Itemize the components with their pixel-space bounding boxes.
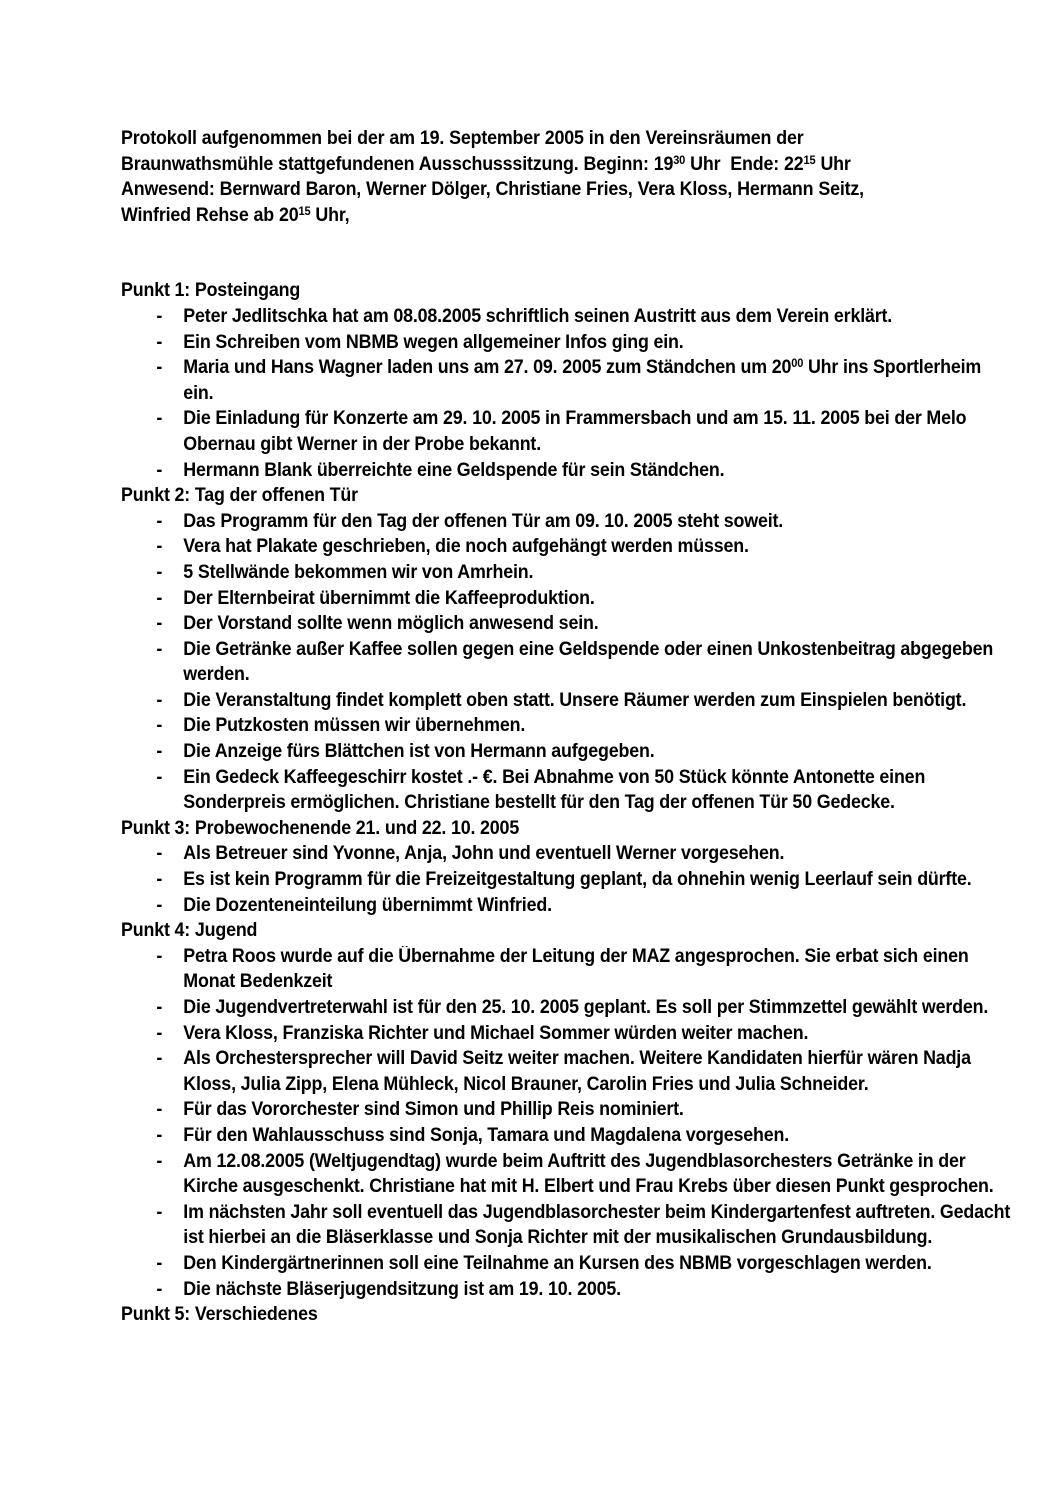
header-line-2-suffix: Uhr [815,153,851,175]
list-item [121,406,1016,457]
section-bullet-list [121,304,986,483]
list-item-text: Ein Schreiben vom NBMB wegen allgemeiner Infos ging ein. [183,331,684,353]
list-item [121,1277,1016,1303]
late-attendee-time-superscript: 15 [298,203,311,218]
list-item-text: Die Einladung für Konzerte am 29. 10. 2005 in Frammersbach und am 15. 11. 2005 bei der Melo Obernau gibt Werner in der Probe bekannt. [183,408,972,455]
bullet-dash-marker: - [156,1278,163,1300]
list-item [121,330,1016,356]
list-item [121,458,1016,484]
list-item-text: Die Putzkosten müssen wir übernehmen. [183,715,526,737]
late-attendee-prefix: Winfried Rehse ab 20 [121,204,299,226]
list-item-text: Hermann Blank überreichte eine Geldspende für sein Ständchen. [183,459,725,481]
list-item-text: Den Kindergärtnerinnen soll eine Teilnahme an Kursen des NBMB vorgeschlagen werden. [183,1252,932,1274]
list-item [121,1123,1016,1149]
list-item-text: 5 Stellwände bekommen wir von Amrhein. [183,561,534,583]
list-item-text: Die Getränke außer Kaffee sollen gegen eine Geldspende oder einen Unkostenbeitrag abgegeben werden. [183,638,998,686]
list-item-text: Für das Vororchester sind Simon und Phillip Reis nominiert. [183,1099,684,1121]
bullet-dash-marker: - [156,1124,163,1146]
list-item [121,1046,1016,1097]
list-item-text: Als Betreuer sind Yvonne, Anja, John und eventuell Werner vorgesehen. [183,843,785,865]
list-item-text: Für den Wahlausschuss sind Sonja, Tamara und Magdalena vorgesehen. [183,1124,790,1146]
list-item-text: Im nächsten Jahr soll eventuell das Jugendblasorchester beim Kindergartenfest auftreten. Gedacht ist hierbei an die Bläserklasse und Sonja Richter mit der musikalischen Grundausbildung. [183,1201,1015,1249]
list-item-text: Vera hat Plakate geschrieben, die noch aufgehängt werden müssen. [183,536,749,558]
list-item-text: Als Orchestersprecher will David Seitz weiter machen. Weitere Kandidaten hierfür wären Nadja Kloss, Julia Zipp, Elena Mühleck, Nicol Brauner, Carolin Fries und Julia Schneider. [183,1048,976,1095]
list-item [121,688,1016,714]
document-body [121,126,1015,1328]
bullet-dash-marker: - [156,638,163,660]
list-item-text: Das Programm für den Tag der offenen Tür am 09. 10. 2005 steht soweit. [183,510,784,532]
bullet-dash-marker: - [156,766,163,788]
agenda-sections [121,278,1015,1327]
bullet-dash-marker: - [156,869,163,891]
bullet-dash-marker: - [156,945,163,967]
section-heading: Punkt 2: Tag der offenen Tür [121,485,358,507]
bullet-dash-marker: - [156,843,163,865]
list-item [121,995,1016,1021]
list-item-text: Es ist kein Programm für die Freizeitgestaltung geplant, da ohnehin wenig Leerlauf sein dürfte. [183,869,972,891]
list-item-text: Der Vorstand sollte wenn möglich anwesend sein. [183,613,599,635]
bullet-dash-marker: - [156,459,163,481]
list-item-text: Peter Jedlitschka hat am 08.08.2005 schriftlich seinen Austritt aus dem Verein erklärt. [183,305,893,327]
bullet-dash-marker: - [156,1099,163,1121]
list-item [121,893,1016,919]
bullet-dash-marker: - [156,715,163,737]
header-line-2-prefix: Braunwathsmühle stattgefundenen Ausschusssitzung. Beginn: 19 [121,153,674,175]
bullet-dash-marker: - [156,510,163,532]
header-line-1: Protokoll aufgenommen bei der am 19. September 2005 in den Vereinsräumen der [121,128,804,149]
header-content-spacer [121,228,951,278]
list-item-text: Vera Kloss, Franziska Richter und Michael Sommer würden weiter machen. [183,1022,809,1044]
list-item-text: Die Anzeige fürs Blättchen ist von Hermann aufgegeben. [183,741,655,763]
late-attendee-line [121,203,953,229]
list-item [121,509,1016,535]
list-item [121,739,1016,765]
list-item [121,1200,1016,1251]
list-item [121,560,1016,586]
list-item [121,1097,1016,1123]
list-item-text: Ein Gedeck Kaffeegeschirr kostet .- €. Bei Abnahme von 50 Stück könnte Antonette einen Sonderpreis ermöglichen. Christiane bestellt für den Tag der offenen Tür 50 Gedecke. [183,766,930,814]
list-item-text: Die Jugendvertreterwahl ist für den 25. 10. 2005 geplant. Es soll per Stimmzettel gewählt werden. [183,997,989,1018]
bullet-dash-marker: - [156,997,163,1018]
bullet-dash-marker: - [156,536,163,558]
bullet-dash-marker: - [156,1201,163,1223]
list-item [121,765,1016,816]
list-item [121,841,1016,867]
attendees-line: Anwesend: Bernward Baron, Werner Dölger, Christiane Fries, Vera Kloss, Hermann Seitz, [121,179,864,201]
section-heading: Punkt 1: Posteingang [121,280,301,302]
bullet-dash-marker: - [156,587,163,609]
bullet-dash-marker: - [156,1022,163,1044]
time-superscript: 00 [791,355,804,370]
bullet-dash-marker: - [156,408,163,430]
list-item [121,355,1016,406]
header-line-2 [121,152,953,178]
bullet-dash-marker: - [156,689,163,711]
bullet-dash-marker: - [156,613,163,635]
section-heading: Punkt 5: Verschiedenes [121,1304,318,1326]
list-item [121,611,1016,637]
section-heading: Punkt 4: Jugend [121,920,258,942]
bullet-dash-marker: - [156,1048,163,1070]
begin-time-superscript: 30 [673,152,686,167]
list-item-text: Maria und Hans Wagner laden uns am 27. 09. 2005 zum Ständchen um $20^{00}$ Uhr ins Sportlerheim ein. [183,355,986,404]
list-item [121,534,1016,560]
section-bullet-list [121,841,972,918]
bullet-dash-marker: - [156,561,163,583]
bullet-dash-marker: - [156,331,163,353]
list-item-text: Die nächste Bläserjugendsitzung ist am 19. 10. 2005. [183,1278,621,1300]
bullet-dash-marker: - [156,305,163,327]
section-heading: Punkt 3: Probewochenende 21. und 22. 10. 2005 [121,817,520,839]
list-item [121,1251,1016,1277]
section-bullet-list [121,509,998,816]
bullet-dash-marker: - [156,1252,163,1274]
header-line-2-mid: Uhr Ende: 22 [685,153,804,175]
end-time-superscript: 15 [803,152,816,167]
list-item [121,637,1016,688]
list-item-text: Am 12.08.2005 (Weltjugendtag) wurde beim Auftritt des Jugendblasorchesters Getränke in der Kirche ausgeschenkt. Christiane hat mit H. Elbert und Frau Krebs über diesen Punkt gesprochen. [183,1150,994,1198]
list-item [121,944,1016,995]
list-item [121,586,1016,612]
meeting-header [121,126,951,228]
bullet-dash-marker: - [156,357,163,379]
list-item [121,1149,1016,1200]
list-item [121,1021,1016,1047]
list-item-text: Die Dozenteneinteilung übernimmt Winfried. [183,894,552,916]
list-item-text: Der Elternbeirat übernimmt die Kaffeeproduktion. [183,587,595,609]
bullet-dash-marker: - [156,894,163,916]
section-bullet-list [121,944,1015,1302]
list-item-text: Die Veranstaltung findet komplett oben statt. Unsere Räumer werden zum Einspielen benötigt. [183,689,967,711]
list-item [121,713,1016,739]
list-item [121,304,1016,330]
list-item [121,867,1016,893]
late-attendee-suffix: Uhr, [310,204,350,226]
bullet-dash-marker: - [156,1150,163,1172]
bullet-dash-marker: - [156,741,163,763]
list-item-text: Petra Roos wurde auf die Übernahme der Leitung der MAZ angesprochen. Sie erbat sich einen Monat Bedenkzeit [183,945,974,993]
